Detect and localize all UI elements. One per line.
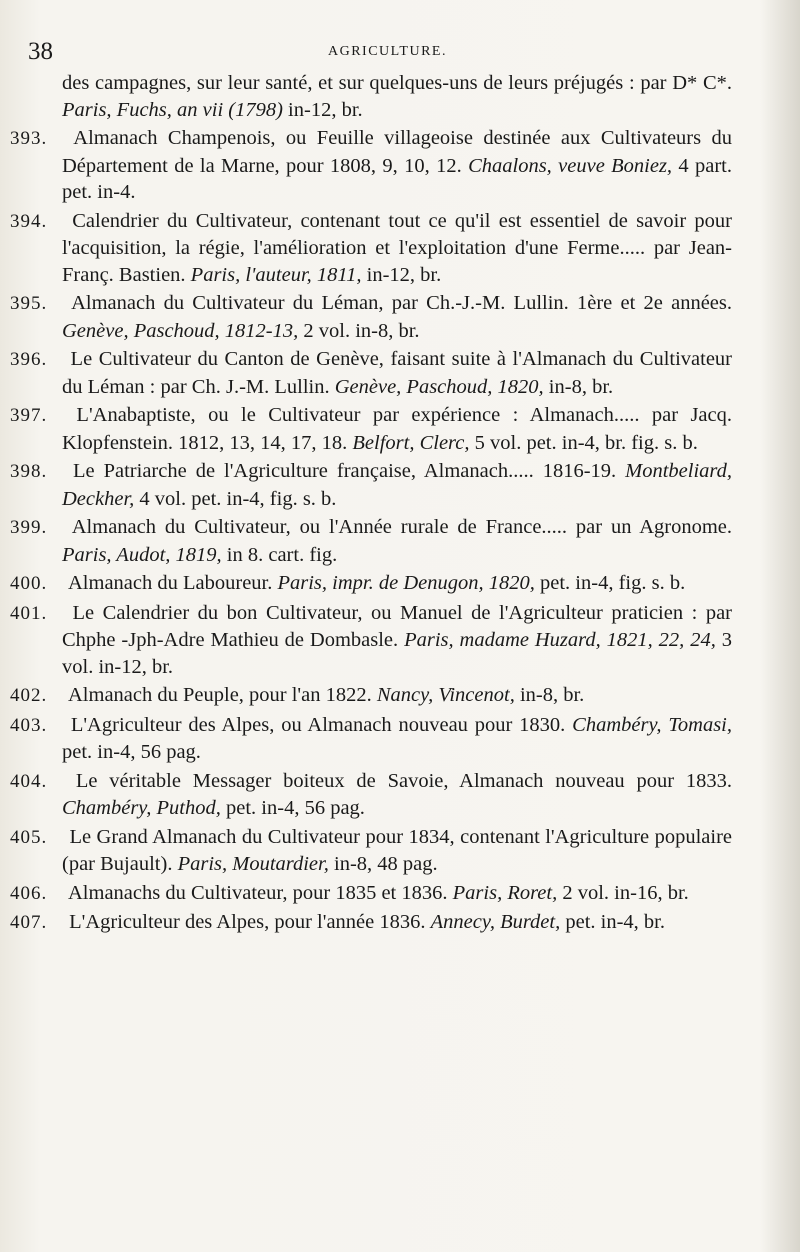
page-header — [28, 38, 740, 68]
entry-396: 396. Le Cultivateur du Canton de Genève, faisant suite à l'Almanach du Cultivateur du Léman : par Ch. J.-M. Lullin. Genève, Paschoud, 1820, in-8, br. — [10, 348, 732, 398]
entry-401: 401. Le Calendrier du bon Cultivateur, ou Manuel de l'Agriculteur praticien : par Chphe -Jph-Adre Mathieu de Dombasle. Paris, madame Huzard, 1821, 22, 24, 3 vol. in-12, br. — [10, 601, 732, 678]
entry-403: 403. L'Agriculteur des Alpes, ou Almanach nouveau pour 1830. Chambéry, Tomasi, pet. in-4, 56 pag. — [10, 713, 732, 763]
entry-406: 406. Almanachs du Cultivateur, pour 1835 et 1836. Paris, Roret, 2 vol. in-16, br. — [10, 881, 689, 904]
running-head: AGRICULTURE. — [328, 44, 447, 59]
entry-405: 405. Le Grand Almanach du Cultivateur pour 1834, contenant l'Agriculture populaire (par Bujault). Paris, Moutardier, in-8, 48 pag. — [10, 825, 732, 875]
entry-407: 407. L'Agriculteur des Alpes, pour l'année 1836. Annecy, Burdet, pet. in-4, br. — [10, 911, 665, 933]
entry-continued: des campagnes, sur leur santé, et sur quelques-uns de leurs préjugés : par D* C*. Paris, Fuchs, an vii (1798) in-12, br. — [62, 72, 732, 121]
page-number: 38 — [28, 38, 53, 65]
entry-399: 399. Almanach du Cultivateur, ou l'Année rurale de France..... par un Agronome. Paris, Audot, 1819, in 8. cart. fig. — [10, 516, 733, 566]
entry-393: 393. Almanach Champenois, ou Feuille villageoise destinée aux Cultivateurs du Département de la Marne, pour 1808, 9, 10, 12. Chaalons, veuve Boniez, 4 part. pet. in-4. — [10, 127, 732, 203]
entry-395: 395. Almanach du Cultivateur du Léman, par Ch.-J.-M. Lullin. 1ère et 2e années. Genève, Paschoud, 1812-13, 2 vol. in-8, br. — [10, 292, 732, 342]
entry-404: 404. Le véritable Messager boiteux de Savoie, Almanach nouveau pour 1833. Chambéry, Puthod, pet. in-4, 56 pag. — [10, 769, 732, 819]
entry-402: 402. Almanach du Peuple, pour l'an 1822. Nancy, Vincenot, in-8, br. — [10, 684, 585, 706]
entry-397: 397. L'Anabaptiste, ou le Cultivateur par expérience : Almanach..... par Jacq. Klopfenstein. 1812, 13, 14, 17, 18. Belfort, Clerc, 5 vol. pet. in-4, br. fig. s. b. — [10, 404, 733, 454]
bibliography-list — [10, 70, 733, 939]
entry-398: 398. Le Patriarche de l'Agriculture française, Almanach..... 1816-19. Montbeliard, Deckher, 4 vol. pet. in-4, fig. s. b. — [10, 460, 733, 510]
entry-400: 400. Almanach du Laboureur. Paris, impr. de Denugon, 1820, pet. in-4, fig. s. b. — [10, 572, 686, 594]
entry-394: 394. Calendrier du Cultivateur, contenant tout ce qu'il est essentiel de savoir pour l'acquisition, la régie, l'amélioration et l'exploitation d'une Ferme..... par Jean-Franç. Bastien. Paris, l'auteur, 1811, in-12, br. — [10, 209, 733, 286]
